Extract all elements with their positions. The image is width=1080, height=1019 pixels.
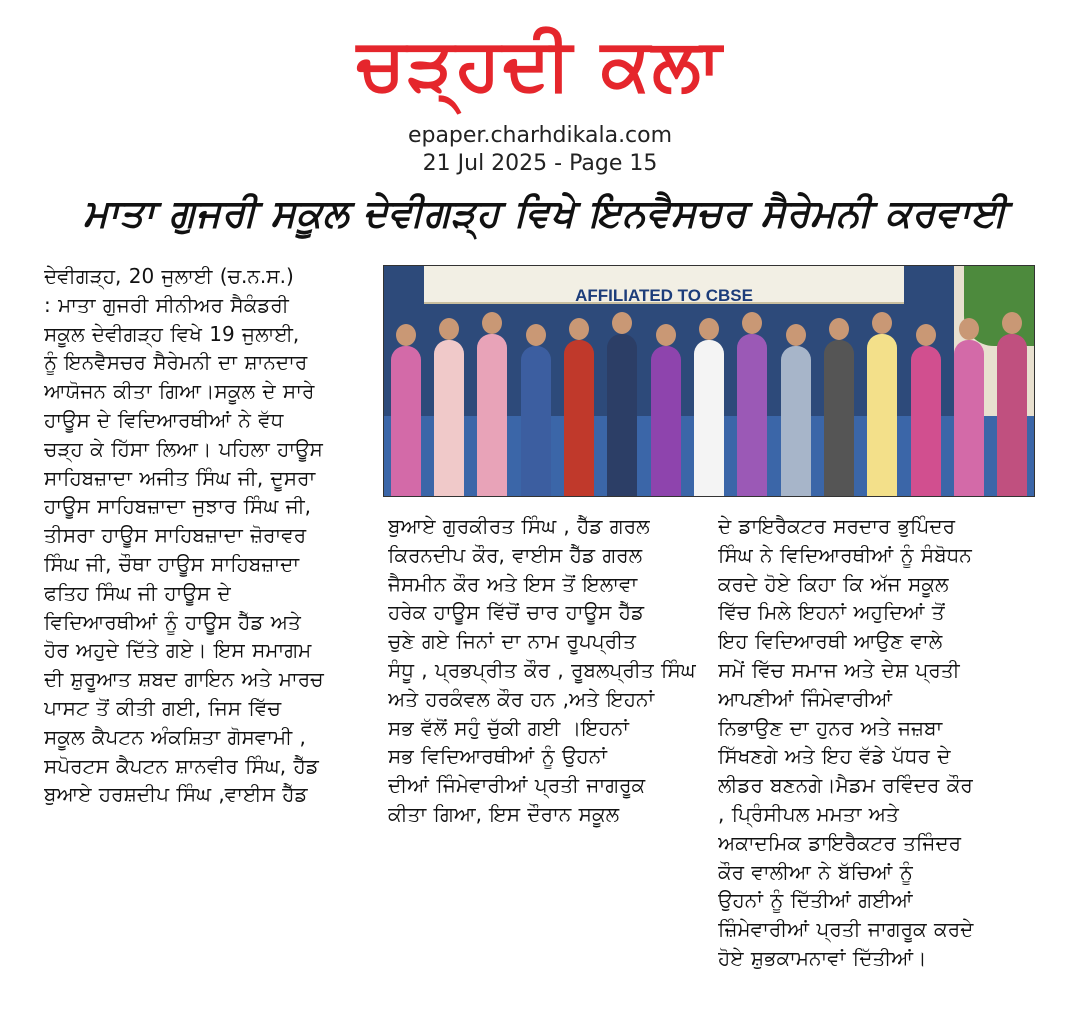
- article-column-3: [718, 512, 1040, 973]
- photo-person: [477, 334, 507, 496]
- photo-person: [434, 340, 464, 496]
- article-line: ਸਾਹਿਬਜ਼ਾਦਾ ਅਜੀਤ ਸਿੰਘ ਜੀ, ਦੂਸਰਾ: [44, 465, 316, 490]
- article-line: ਲੀਡਰ ਬਣਨਗੇ।ਮੈਡਮ ਰਵਿੰਦਰ ਕੌਰ: [718, 773, 973, 798]
- article-line: ਚੜ੍ਹ ਕੇ ਹਿੱਸਾ ਲਿਆ। ਪਹਿਲਾ ਹਾਊਸ: [44, 436, 323, 461]
- article-line: ਕਰਦੇ ਹੋਏ ਕਿਹਾ ਕਿ ਅੱਜ ਸਕੂਲ: [718, 571, 949, 596]
- photo-banner: AFFILIATED TO CBSE: [424, 266, 904, 304]
- article-line: ਕਿਰਨਦੀਪ ਕੌਰ, ਵਾਈਸ ਹੈੱਡ ਗਰਲ: [388, 542, 643, 567]
- article-line: ਹਾਊਸ ਦੇ ਵਿਦਿਆਰਥੀਆਂ ਨੇ ਵੱਧ: [44, 407, 284, 432]
- article-line: ਸਪੋਰਟਸ ਕੈਪਟਨ ਸ਼ਾਨਵੀਰ ਸਿੰਘ, ਹੈੱਡ: [44, 753, 319, 778]
- article-photo: [383, 265, 1035, 497]
- article-line: ਸਕੂਲ ਦੇਵੀਗੜ੍ਹ ਵਿਖੇ 19 ਜੁਲਾਈ,: [44, 321, 300, 346]
- article-line: ਜ਼ਿੰਮੇਵਾਰੀਆਂ ਪ੍ਰਤੀ ਜਾਗਰੂਕ ਕਰਦੇ: [718, 917, 974, 942]
- photo-person: [737, 334, 767, 496]
- article-line: ਦੇ ਡਾਇਰੈਕਟਰ ਸਰਦਾਰ ਭੁਪਿੰਦਰ: [718, 514, 955, 538]
- article-line: ਵਿਦਿਆਰਥੀਆਂ ਨੂੰ ਹਾਊਸ ਹੈੱਡ ਅਤੇ: [44, 609, 301, 634]
- article-column-2: [388, 512, 704, 829]
- photo-person: [824, 340, 854, 496]
- newspaper-masthead: ਚੜ੍ਹਦੀ ਕਲਾ: [356, 22, 724, 106]
- article-line: ਸਮੇਂ ਵਿੱਚ ਸਮਾਜ ਅਤੇ ਦੇਸ਼ ਪ੍ਰਤੀ: [718, 657, 960, 682]
- article-line: ਕੌਰ ਵਾਲੀਆ ਨੇ ਬੱਚਿਆਂ ਨੂੰ: [718, 859, 913, 884]
- article-column-1: [44, 262, 370, 809]
- article-line: ਵਿੱਚ ਮਿਲੇ ਇਹਨਾਂ ਅਹੁਦਿਆਂ ਤੋਂ: [718, 600, 945, 625]
- source-date-page: 21 Jul 2025 - Page 15: [422, 151, 658, 176]
- photo-person: [564, 340, 594, 496]
- source-site[interactable]: epaper.charhdikala.com: [407, 123, 673, 148]
- article-line: ਨੂੰ ਇਨਵੈਸਚਰ ਸੈਰੇਮਨੀ ਦਾ ਸ਼ਾਨਦਾਰ: [44, 350, 308, 375]
- article-line: ਕੀਤਾ ਗਿਆ, ਇਸ ਦੌਰਾਨ ਸਕੂਲ: [388, 801, 620, 826]
- article-line: ਚੁਣੇ ਗਏ ਜਿਨਾਂ ਦਾ ਨਾਮ ਰੂਪਪ੍ਰੀਤ: [388, 629, 636, 654]
- source-info: [0, 122, 1080, 178]
- article-line: ਬੁਆਏ ਹਰਸ਼ਦੀਪ ਸਿੰਘ ,ਵਾਈਸ ਹੈੱਡ: [44, 782, 308, 807]
- article-line: ਉਹਨਾਂ ਨੂੰ ਦਿੱਤੀਆਂ ਗਈਆਂ: [718, 888, 913, 913]
- photo-person: [694, 340, 724, 496]
- article-line: ਹਾਊਸ ਸਾਹਿਬਜ਼ਾਦਾ ਜੁਝਾਰ ਸਿੰਘ ਜੀ,: [44, 494, 312, 519]
- article-line: ਸਿੰਘ ਜੀ, ਚੌਥਾ ਹਾਊਸ ਸਾਹਿਬਜ਼ਾਦਾ: [44, 551, 300, 576]
- article-line: ਸਿੱਖਣਗੇ ਅਤੇ ਇਹ ਵੱਡੇ ਪੱਧਰ ਦੇ: [718, 744, 951, 769]
- article-line: ਸਿੰਘ ਨੇ ਵਿਦਿਆਰਥੀਆਂ ਨੂੰ ਸੰਬੋਧਨ: [718, 542, 972, 567]
- article-line: ਅਕਾਦਮਿਕ ਡਾਇਰੈਕਟਰ ਤਜਿੰਦਰ: [718, 830, 962, 855]
- article-line: ਸਭ ਵਿਦਿਆਰਥੀਆਂ ਨੂੰ ਉਹਨਾਂ: [388, 744, 607, 769]
- photo-person: [391, 346, 421, 496]
- article-line: , ਪ੍ਰਿੰਸੀਪਲ ਮਮਤਾ ਅਤੇ: [718, 801, 899, 826]
- article-line: ਸਭ ਵੱਲੋਂ ਸਹੁੰ ਚੁੱਕੀ ਗਈ ।ਇਹਨਾਂ: [388, 715, 629, 740]
- photo-person: [781, 346, 811, 496]
- article-line: ਦੀਆਂ ਜਿੰਮੇਵਾਰੀਆਂ ਪ੍ਰਤੀ ਜਾਗਰੂਕ: [388, 773, 646, 798]
- photo-person: [867, 334, 897, 496]
- article-line: ਹੋਰ ਅਹੁਦੇ ਦਿੱਤੇ ਗਏ। ਇਸ ਸਮਾਗਮ: [44, 638, 312, 663]
- article-line: ਪਾਸਟ ਤੋਂ ਕੀਤੀ ਗਈ, ਜਿਸ ਵਿੱਚ: [44, 695, 281, 720]
- article-line: ਫਤਿਹ ਸਿੰਘ ਜੀ ਹਾਊਸ ਦੇ: [44, 580, 231, 605]
- article-line: ਦੀ ਸ਼ੁਰੂਆਤ ਸ਼ਬਦ ਗਾਇਨ ਅਤੇ ਮਾਰਚ: [44, 667, 324, 692]
- photo-person: [911, 346, 941, 496]
- article-line: ਬੁਆਏ ਗੁਰਕੀਰਤ ਸਿੰਘ , ਹੈੱਡ ਗਰਲ: [388, 514, 650, 538]
- article-line: ਸੰਧੂ , ਪ੍ਰਭਪ੍ਰੀਤ ਕੌਰ , ਰੂਬਲਪ੍ਰੀਤ ਸਿੰਘ: [388, 657, 696, 682]
- article-line: ਦੇਵੀਗੜ੍ਹ, 20 ਜੁਲਾਈ (ਚ.ਨ.ਸ.): [44, 264, 294, 288]
- photo-person: [607, 334, 637, 496]
- article-line: ਆਯੋਜਨ ਕੀਤਾ ਗਿਆ।ਸਕੂਲ ਦੇ ਸਾਰੇ: [44, 379, 315, 404]
- article-line: ਹੋਏ ਸ਼ੁਭਕਾਮਨਾਵਾਂ ਦਿੱਤੀਆਂ।: [718, 945, 927, 970]
- article-line: : ਮਾਤਾ ਗੁਜਰੀ ਸੀਨੀਅਰ ਸੈਕੰਡਰੀ: [44, 292, 289, 317]
- photo-person: [521, 346, 551, 496]
- article-line: ਆਪਣੀਆਂ ਜਿੰਮੇਵਾਰੀਆਂ: [718, 686, 893, 711]
- article-line: ਇਹ ਵਿਦਿਆਰਥੀ ਆਉਣ ਵਾਲੇ: [718, 629, 943, 654]
- article-line: ਤੀਸਰਾ ਹਾਊਸ ਸਾਹਿਬਜ਼ਾਦਾ ਜ਼ੋਰਾਵਰ: [44, 523, 307, 548]
- photo-person: [651, 346, 681, 496]
- photo-person: [997, 334, 1027, 496]
- article-headline: ਮਾਤਾ ਗੁਜਰੀ ਸਕੂਲ ਦੇਵੀਗੜ੍ਹ ਵਿਖੇ ਇਨਵੈਸਚਰ ਸੈਰੇਮਨੀ ਕਰਵਾਈ: [83, 191, 1007, 235]
- article-line: ਸਕੂਲ ਕੈਪਟਨ ਅੰਕਸ਼ਿਤਾ ਗੋਸਵਾਮੀ ,: [44, 724, 306, 749]
- article-line: ਹਰੇਕ ਹਾਊਸ ਵਿੱਚੋਂ ਚਾਰ ਹਾਊਸ ਹੈੱਡ: [388, 600, 644, 625]
- photo-person: [954, 340, 984, 496]
- article-line: ਜੈਸਮੀਨ ਕੌਰ ਅਤੇ ਇਸ ਤੋਂ ਇਲਾਵਾ: [388, 571, 638, 596]
- article-line: ਨਿਭਾਉਣ ਦਾ ਹੁਨਰ ਅਤੇ ਜਜ਼ਬਾ: [718, 715, 943, 740]
- article-line: ਅਤੇ ਹਰਕੰਵਲ ਕੌਰ ਹਨ ,ਅਤੇ ਇਹਨਾਂ: [388, 686, 655, 711]
